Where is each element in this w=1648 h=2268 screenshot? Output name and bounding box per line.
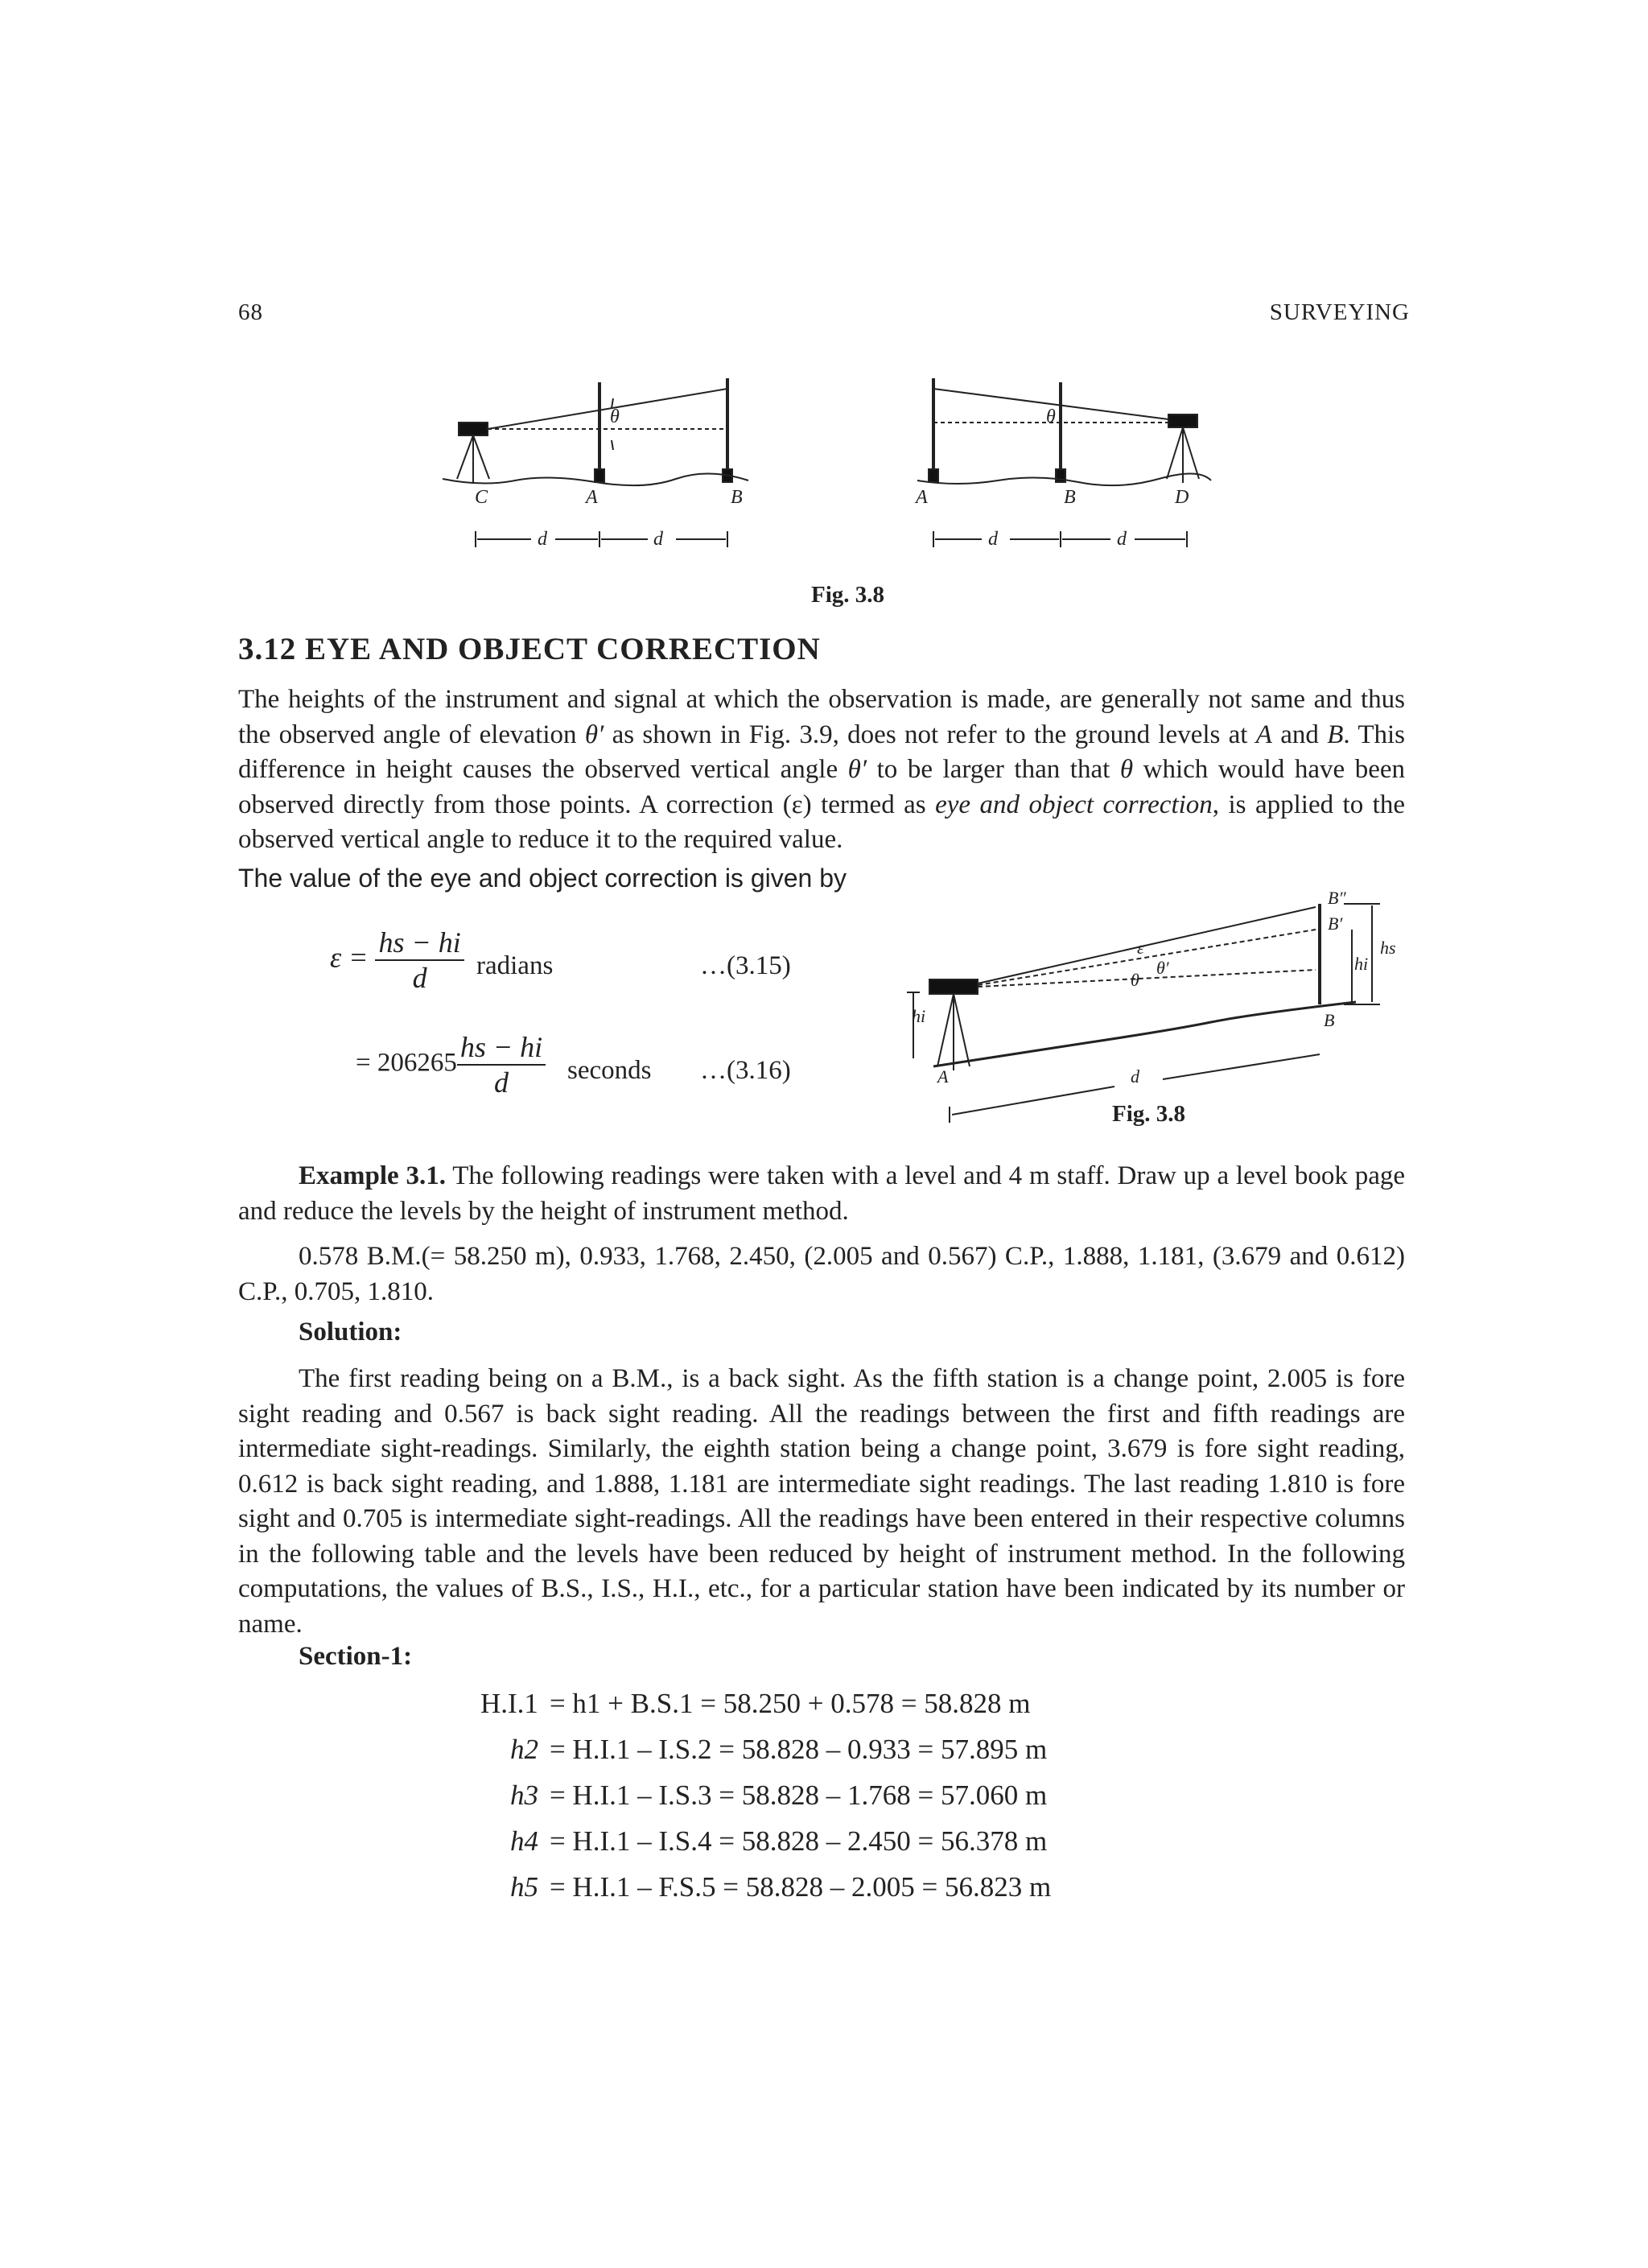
computation-lhs: h2	[509, 1733, 538, 1765]
example-label: Example 3.1.	[299, 1161, 446, 1190]
figure-3-8-eye-object	[889, 889, 1420, 1131]
text-run: which would have been observed directly from those points. A correction (ε) termed as	[238, 755, 1405, 819]
solution-text: The first reading being on a B.M., is a back sight. As the fifth station is a change point, 2.005 is fore sight reading and 0.567 is back sight reading. All the readings between the first and fifth readings are intermediate sight-readings. Similarly, the eighth station being a change point, 3.679 is fore sight reading, 0.612 is back sight reading, and 1.888, 1.181 are intermediate sight readings. The last reading 1.810 is fore sight and 0.705 is intermediate sight-readings. All the readings have been entered in their respective columns in the following table and the levels have been reduced by height of instrument method. In the following computations, the values of B.S., I.S., H.I., etc., for a particular station have been indicated by its number or name.	[238, 1364, 1405, 1639]
computation-row	[475, 1772, 1057, 1818]
symbol-theta-prime: θ′	[847, 755, 867, 784]
term-eye-object-correction: eye and object correction	[935, 790, 1213, 819]
label-theta: θ	[1131, 970, 1139, 990]
computation-lhs: h5	[509, 1870, 538, 1903]
label-d-right-1: d	[988, 529, 998, 550]
computation-rhs: = h1 + B.S.1 = 58.250 + 0.578 = 58.828 m	[549, 1687, 1031, 1719]
label-hi-right: hi	[1354, 954, 1369, 974]
computation-rhs: = H.I.1 – I.S.4 = 58.828 – 2.450 = 56.378 m	[549, 1825, 1048, 1857]
eq1-numerator: hs − hi	[375, 926, 464, 961]
text-run: . This difference in height causes the observed vertical angle	[238, 720, 1405, 784]
computation-row	[475, 1680, 1057, 1726]
computation-row	[475, 1818, 1057, 1864]
text-run: and	[1271, 720, 1328, 749]
eq2-numerator: hs − hi	[457, 1030, 546, 1066]
solution-label: Solution:	[299, 1318, 402, 1346]
label-theta-left: θ	[610, 406, 620, 427]
computation-rhs: = H.I.1 – I.S.2 = 58.828 – 0.933 = 57.895 m	[549, 1733, 1048, 1765]
label-d-right-2: d	[1117, 529, 1127, 550]
label-b-prime: B′	[1328, 913, 1343, 934]
figure-3-8-top	[435, 366, 1239, 567]
example-readings: 0.578 B.M.(= 58.250 m), 0.933, 1.768, 2.450, (2.005 and 0.567) C.P., 1.888, 1.181, (3.679 and 0.612) C.P., 0.705, 1.810.	[238, 1242, 1405, 1306]
instrument-c	[459, 423, 488, 435]
label-b-right: B	[1064, 487, 1076, 508]
figure-caption-right: Fig. 3.8	[1112, 1101, 1186, 1127]
computation-table	[475, 1680, 1057, 1910]
point-a: A	[1255, 720, 1272, 749]
label-b-left: B	[731, 487, 743, 508]
eq1-unit: radians	[476, 951, 554, 980]
computation-row	[475, 1864, 1057, 1910]
eq1-lhs: ε =	[330, 941, 369, 974]
label-d-point: D	[1175, 487, 1189, 508]
label-d-left-1: d	[538, 529, 547, 550]
label-theta-right: θ	[1046, 406, 1056, 427]
text-run: to be larger than that	[867, 755, 1120, 784]
label-hs: hs	[1380, 938, 1396, 958]
label-b-double-prime: B″	[1328, 889, 1346, 908]
eq2-fraction	[457, 1030, 546, 1099]
instrument-d	[1168, 414, 1197, 427]
section-1-label: Section-1:	[299, 1642, 413, 1671]
label-d-left-2: d	[653, 529, 663, 550]
eq1-fraction	[375, 926, 464, 995]
page-number: 68	[238, 299, 263, 325]
eq1-denominator: d	[412, 962, 427, 994]
computation-lhs: h3	[509, 1779, 538, 1811]
section-title: 3.12 EYE AND OBJECT CORRECTION	[238, 632, 821, 666]
instrument	[929, 979, 978, 994]
label-a: A	[937, 1066, 949, 1087]
paragraph-value-intro: The value of the eye and object correction is given by	[238, 864, 847, 893]
label-c: C	[475, 487, 488, 508]
computation-lhs: H.I.1	[480, 1687, 538, 1719]
eq1-ref: …(3.15)	[700, 951, 791, 980]
text-run: , is applied to the observed vertical angle to reduce it to the required value.	[238, 790, 1405, 854]
label-a-left: A	[586, 487, 598, 508]
computation-row	[475, 1726, 1057, 1772]
point-b: B	[1327, 720, 1344, 749]
text-run: The heights of the instrument and signal at which the observation is made, are generally not same and thus the observed angle of elevation	[238, 685, 1405, 749]
label-d: d	[1131, 1066, 1139, 1087]
example-3-1	[238, 1159, 1405, 1229]
computation-rhs: = H.I.1 – I.S.3 = 58.828 – 1.768 = 57.060 m	[549, 1779, 1048, 1811]
eq2-ref: …(3.16)	[700, 1056, 791, 1085]
computation-rhs: = H.I.1 – F.S.5 = 58.828 – 2.005 = 56.823 m	[549, 1870, 1052, 1903]
equation-3-16	[356, 1030, 546, 1099]
equation-3-15	[330, 926, 464, 995]
computation-lhs: h4	[509, 1825, 538, 1857]
symbol-theta: θ	[1119, 755, 1134, 784]
label-a-right: A	[916, 487, 928, 508]
symbol-theta-prime: θ′	[584, 720, 604, 749]
example-text: The following readings were taken with a level and 4 m staff. Draw up a level book page and reduce the levels by the height of instrument method.	[238, 1161, 1405, 1226]
paragraph-intro	[238, 682, 1405, 858]
eq2-denominator: d	[494, 1066, 509, 1099]
text-run: as shown in Fig. 3.9, does not refer to the ground levels at	[604, 720, 1256, 749]
label-theta-prime: θ′	[1156, 958, 1169, 978]
figure-caption-top: Fig. 3.8	[811, 582, 885, 608]
running-title: SURVEYING	[1269, 299, 1410, 325]
label-epsilon: ε	[1137, 938, 1144, 958]
eq2-unit: seconds	[567, 1056, 652, 1085]
label-b: B	[1324, 1010, 1335, 1030]
label-hi-left: hi	[912, 1006, 926, 1026]
eq2-lhs: = 206265	[356, 1048, 457, 1078]
